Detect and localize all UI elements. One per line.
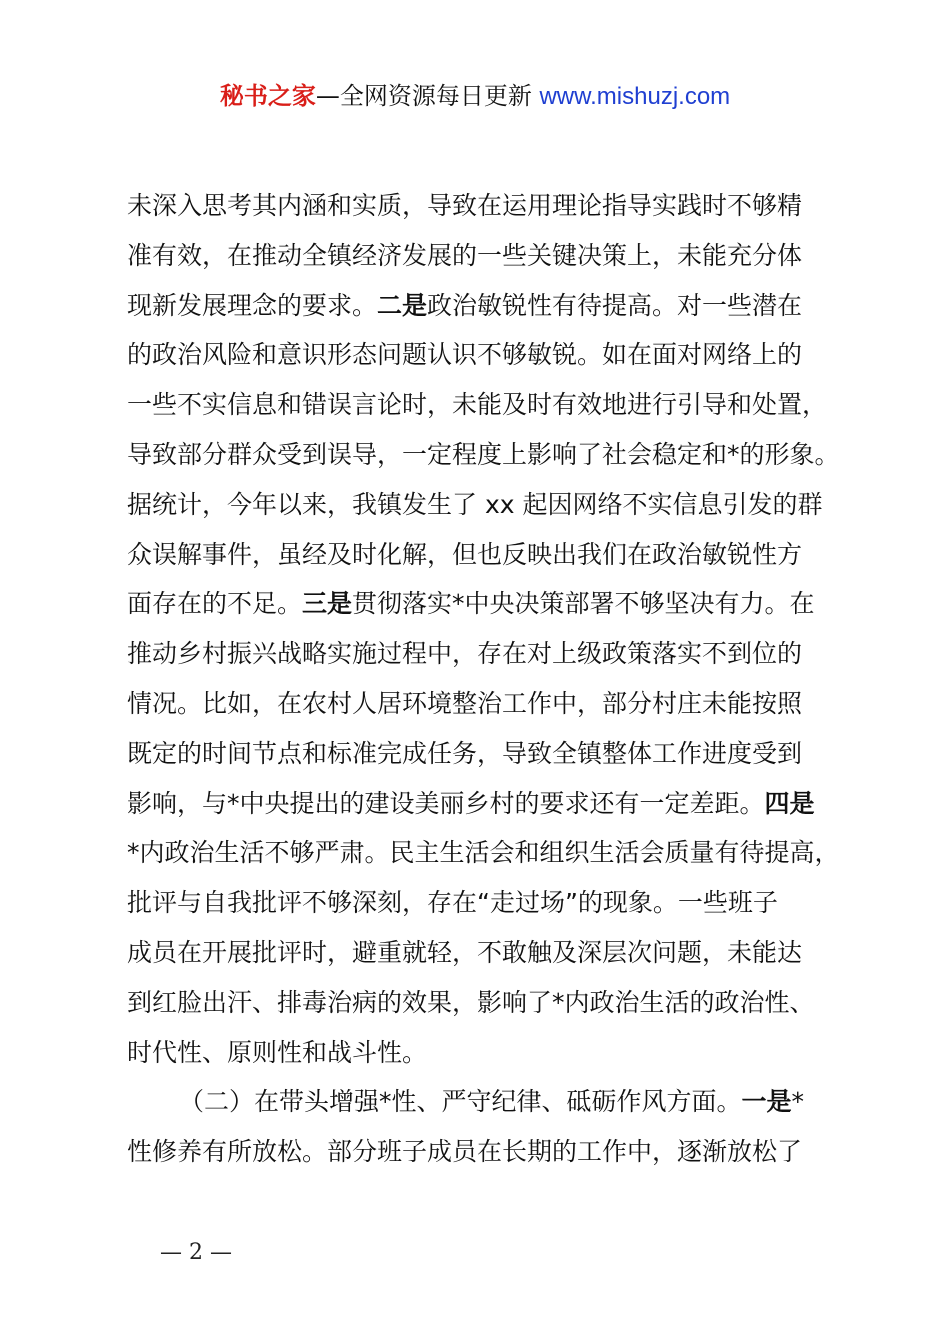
bold-text-segment: 四是 bbox=[764, 788, 815, 818]
text-segment: 一些不实信息和错误言论时，未能及时有效地进行引导和处置， bbox=[127, 390, 828, 420]
header-site-url[interactable]: www.mishuzj.com bbox=[539, 83, 731, 110]
text-line bbox=[127, 828, 847, 878]
text-segment: （二）在带头增强*性、严守纪律、砥砺作风方面。 bbox=[179, 1087, 742, 1117]
text-segment: 成员在开展批评时，避重就轻，不敢触及深层次问题，未能达 bbox=[127, 937, 803, 967]
text-segment: 既定的时间节点和标准完成任务，导致全镇整体工作进度受到 bbox=[127, 738, 803, 768]
text-line bbox=[127, 1127, 847, 1177]
text-line bbox=[127, 878, 847, 928]
text-line bbox=[127, 430, 847, 480]
text-line bbox=[127, 1077, 847, 1127]
text-segment: 政治敏锐性有待提高。对一些潜在 bbox=[427, 290, 803, 320]
text-segment: 到红脸出汗、排毒治病的效果，影响了*内政治生活的政治性、 bbox=[127, 987, 815, 1017]
text-segment: 的政治风险和意识形态问题认识不够敏锐。如在面对网络上的 bbox=[127, 340, 803, 370]
text-line bbox=[127, 679, 847, 729]
text-line bbox=[127, 1028, 847, 1078]
text-line bbox=[127, 480, 847, 530]
text-segment: 推动乡村振兴战略实施过程中，存在对上级政策落实不到位的 bbox=[127, 639, 803, 669]
text-segment: 现新发展理念的要求。 bbox=[127, 290, 378, 320]
text-line bbox=[127, 629, 847, 679]
document-body bbox=[127, 181, 847, 1177]
text-line bbox=[127, 231, 847, 281]
text-segment: * bbox=[791, 1087, 805, 1117]
text-segment: 贯彻落实*中央决策部署不够坚决有力。在 bbox=[352, 589, 815, 619]
text-segment: 影响，与*中央提出的建设美丽乡村的要求还有一定差距。 bbox=[127, 788, 765, 818]
text-segment: 准有效，在推动全镇经济发展的一些关键决策上，未能充分体 bbox=[127, 240, 803, 270]
text-line bbox=[127, 181, 847, 231]
text-segment: *内政治生活不够严肃。民主生活会和组织生活会质量有待提高， bbox=[127, 838, 840, 868]
text-line bbox=[127, 978, 847, 1028]
header-brand: 秘书之家 bbox=[219, 82, 316, 110]
text-segment: 批评与自我批评不够深刻，存在“走过场”的现象。一些班子 bbox=[127, 888, 778, 918]
text-segment: 众误解事件，虽经及时化解，但也反映出我们在政治敏锐性方 bbox=[127, 539, 803, 569]
text-line bbox=[127, 779, 847, 829]
text-segment: 性修养有所放松。部分班子成员在长期的工作中，逐渐放松了 bbox=[127, 1137, 803, 1167]
bold-text-segment: 三是 bbox=[302, 589, 353, 619]
text-line bbox=[127, 281, 847, 331]
text-segment: 面存在的不足。 bbox=[127, 589, 303, 619]
text-segment: 时代性、原则性和战斗性。 bbox=[127, 1037, 428, 1067]
text-segment: 情况。比如，在农村人居环境整治工作中，部分村庄未能按照 bbox=[127, 688, 803, 718]
text-line bbox=[127, 729, 847, 779]
text-line bbox=[127, 380, 847, 430]
text-segment: 未深入思考其内涵和实质，导致在运用理论指导实践时不够精 bbox=[127, 191, 803, 220]
site-header bbox=[0, 78, 950, 115]
bold-text-segment: 二是 bbox=[377, 290, 428, 320]
text-segment: 导致部分群众受到误导，一定程度上影响了社会稳定和*的形象。 bbox=[127, 439, 840, 469]
bold-text-segment: 一是 bbox=[741, 1087, 792, 1117]
header-tagline: —全网资源每日更新 bbox=[315, 82, 540, 110]
text-line bbox=[127, 530, 847, 580]
page-number: — 2 — bbox=[160, 1240, 232, 1265]
text-line bbox=[127, 928, 847, 978]
text-segment: 据统计，今年以来，我镇发生了 xx 起因网络不实信息引发的群 bbox=[127, 489, 823, 519]
text-line bbox=[127, 579, 847, 629]
text-line bbox=[127, 330, 847, 380]
